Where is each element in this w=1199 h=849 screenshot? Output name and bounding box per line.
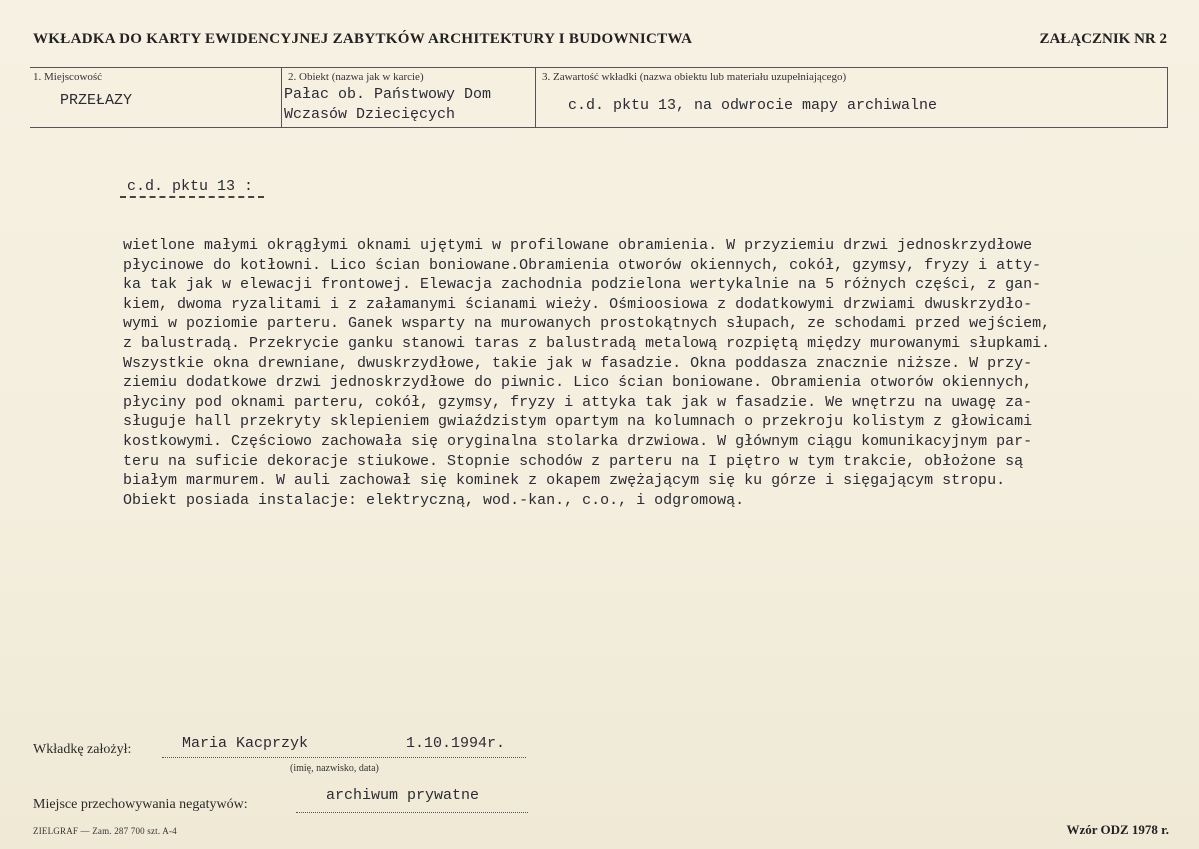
body-line: kostkowymi. Częściowo zachowała się oryginalna stolarka drzwiowa. W głównym ciągu komunikacyjnym par- [123, 432, 1033, 450]
body-line: ziemiu dodatkowe drzwi jednoskrzydłowe do piwnic. Lico ścian boniowane. Obramienia otworów okiennych, [123, 374, 1033, 392]
founder-label: Wkładkę założył: [33, 742, 132, 757]
body-line: płyciny pod oknami parteru, cokół, gzymsy, fryzy i attyka tak jak w fasadzie. We wnętrzu na uwagę za- [123, 393, 1033, 411]
founder-dotted-line [162, 757, 526, 758]
field-box-bottom-line [30, 127, 1168, 128]
founder-date: 1.10.1994r. [406, 735, 506, 752]
annex-label: ZAŁĄCZNIK NR 2 [1039, 31, 1167, 47]
body-line: Wszystkie okna drewniane, dwuskrzydłowe, takie jak w fasadzie. Okna poddasza znacznie niższe. W przy- [123, 354, 1033, 372]
contents-value: c.d. pktu 13, na odwrocie mapy archiwalne [568, 97, 938, 114]
storage-label: Miejsce przechowywania negatywów: [33, 797, 248, 812]
locality-value: PRZEŁAZY [60, 92, 133, 109]
body-line: płycinowe do kotłowni. Lico ścian boniowane.Obramienia otworów okiennych, cokół, gzymsy, fryzy i atty- [123, 256, 1042, 274]
form-number: Wzór ODZ 1978 r. [1066, 822, 1169, 837]
body-text [123, 236, 1153, 510]
object-value-line2: Wczasów Dziecięcych [284, 106, 456, 123]
body-line: ka tak jak w elewacji frontowej. Elewacja zachodnia podzielona wertykalnie na 5 różnych części, z gan- [123, 276, 1042, 294]
body-line: z balustradą. Przekrycie ganku stanowi taras z balustradą metalową rozpiętą między murowanymi słupkami. [123, 334, 1051, 352]
printer-imprint: ZIELGRAF — Zam. 287 700 szt. A-4 [33, 826, 177, 836]
founder-name: Maria Kacprzyk [182, 735, 309, 752]
object-label: 2. Obiekt (nazwa jak w karcie) [288, 71, 424, 83]
body-line: wymi w poziomie parteru. Ganek wsparty na murowanych prostokątnych słupach, ze schodami przed wejściem, [123, 315, 1051, 333]
field-divider-1 [281, 67, 282, 127]
body-line: Obiekt posiada instalacje: elektryczną, wod.-kan., c.o., i odgromową. [123, 491, 745, 509]
section-heading: c.d. pktu 13 : [127, 178, 254, 195]
body-line: kiem, dwoma ryzalitami i z załamanymi ścianami wieży. Ośmioosiowa z dodatkowymi drzwiami dwuskrzydło- [123, 295, 1033, 313]
contents-label: 3. Zawartość wkładki (nazwa obiektu lub materiału uzupełniającego) [542, 71, 847, 83]
body-line: sługuje hall przekryty sklepieniem gwiaździstym opartym na kolumnach o przekroju kolistym z głowicami [123, 413, 1033, 431]
storage-dotted-line [296, 812, 528, 813]
locality-label: 1. Miejscowość [33, 71, 103, 83]
field-box-top-line [30, 67, 1168, 68]
storage-value: archiwum prywatne [326, 787, 480, 804]
object-value-line1: Pałac ob. Państwowy Dom [284, 86, 492, 103]
body-line: białym marmurem. W auli zachował się kominek z okapem zwężającym się ku górze i sięgającym stropu. [123, 472, 1006, 490]
founder-caption: (imię, nazwisko, data) [290, 763, 379, 774]
body-line: wietlone małymi okrągłymi oknami ujętymi w profilowane obramienia. W przyziemiu drzwi jednoskrzydłowe [123, 237, 1033, 254]
document-title: WKŁADKA DO KARTY EWIDENCYJNEJ ZABYTKÓW ARCHITEKTURY I BUDOWNICTWA [33, 31, 693, 47]
field-box-right-edge [1167, 67, 1168, 127]
body-line: teru na suficie dekoracje stiukowe. Stopnie schodów z parteru na I piętro w tym trakcie, obłożone są [123, 452, 1024, 470]
field-divider-2 [535, 67, 536, 127]
heading-underline [120, 196, 264, 198]
